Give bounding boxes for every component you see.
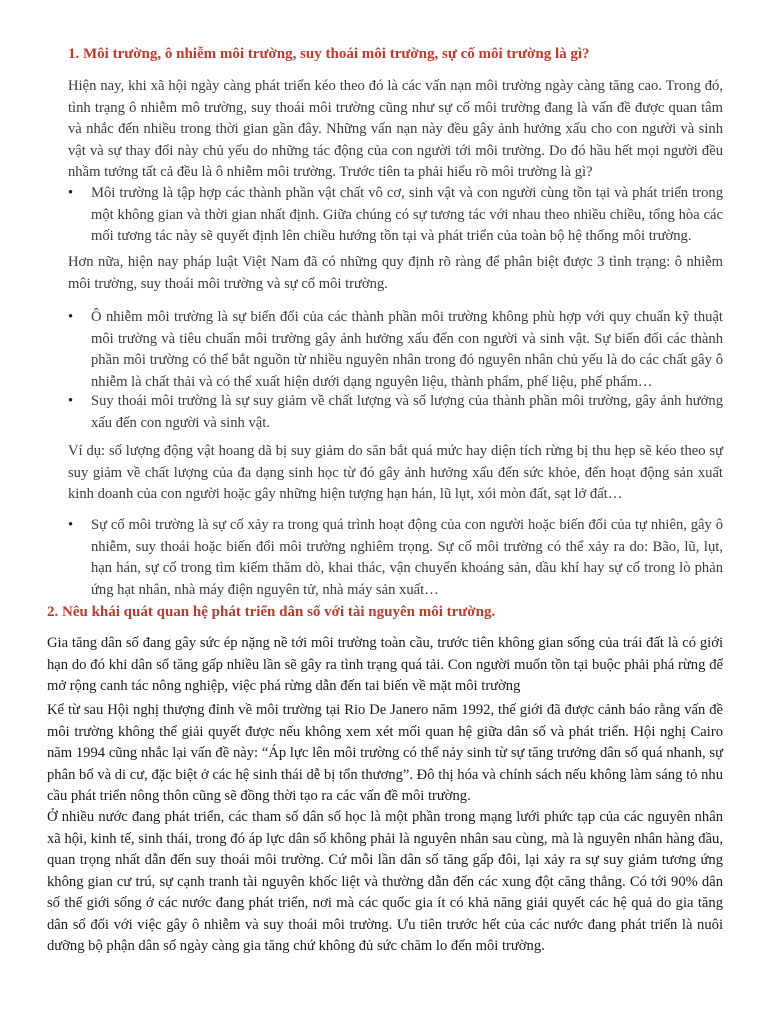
- bullet-text: Sự cố môi trường là sự cố xảy ra trong quá trình hoạt động của con người hoặc biến đổi của tự nhiên, gây ô nhiễm, suy thoái hoặc biến đổi môi trường nghiêm trọng. Sự cố môi trường có thể xảy ra do: Bão, lũ, lụt, hạn hán, sự cố trong tìm kiếm thăm dò, khai thác, vận chuyển khoáng sản, dầu khí hay sự cố trong lò phản ứng hạt nhân, nhà máy điện nguyên tử, nhà máy sản xuất…: [91, 517, 723, 598]
- section-2-paragraph-2: Kể từ sau Hội nghị thượng đỉnh về môi trường tại Rio De Janero năm 1992, thế giới đã được cảnh báo rằng vấn đề môi trường không thể giải quyết được nếu không xem xét mối quan hệ giữa dân số và phát triển. Hội nghị Cairo năm 1994 cũng nhắc lại vấn đề này: “Áp lực lên môi trường có thể nảy sinh từ sự tăng trưởng dân số quá nhanh, sự phân bố và di cư, đặc biệt ở các hệ sinh thái dễ bị tổn thương”. Đô thị hóa và chính sách nếu không làm sáng tỏ nhu cầu phát triển nông thôn cũng sẽ đồng thời tạo ra các vấn đề môi trường.: [47, 702, 723, 804]
- bullet-text: Suy thoái môi trường là sự suy giảm về chất lượng và số lượng của thành phần môi trường, gây ảnh hưởng xấu đến con người và sinh vật.: [91, 393, 723, 431]
- section-1-heading: 1. Môi trường, ô nhiễm môi trường, suy thoái môi trường, sự cố môi trường là gì?: [68, 46, 590, 62]
- example-paragraph: Ví dụ: số lượng động vật hoang dã bị suy giảm do săn bắt quá mức hay diện tích rừng bị thu hẹp sẽ kéo theo sự suy giảm về chất lượng của đa dạng sinh học từ đó gây ảnh hưởng xấu đến sức khỏe, đến hoạt động sản xuất kinh doanh của con người hoặc gây những hiện tượng hạn hán, lũ lụt, xói mòn đất, sạt lở đất…: [68, 443, 723, 502]
- bullet-text: Môi trường là tập hợp các thành phần vật chất vô cơ, sinh vật và con người cùng tồn tại và phát triển trong một không gian và thời gian nhất định. Giữa chúng có sự tương tác với nhau theo nhiều chiều, tổng hòa các mối tương tác này sẽ quyết định lên chiều hướng tồn tại và phát triển của toàn bộ hệ thống môi trường.: [91, 185, 723, 244]
- section-2-paragraph-1: Gia tăng dân số đang gây sức ép nặng nề tới môi trường toàn cầu, trước tiên không gian sống của trái đất là có giới hạn do đó khi dân số tăng gấp nhiều lần sẽ gây ra tình trạng quá tải. Con người muốn tồn tại buộc phải phá rừng để mở rộng canh tác nông nghiệp, việc phá rừng dẫn đến tai biến về mặt môi trường: [47, 635, 723, 694]
- bullet-dot: •: [68, 309, 74, 325]
- law-paragraph: Hơn nữa, hiện nay pháp luật Việt Nam đã có những quy định rõ ràng để phân biệt được 3 tình trạng: ô nhiễm môi trường, suy thoái môi trường và sự cố môi trường.: [68, 254, 723, 292]
- section-2-paragraph-3: Ở nhiều nước đang phát triển, các tham số dân số học là một phần trong mạng lưới phức tạp của các nguyên nhân xã hội, kinh tế, sinh thái, trong đó áp lực dân số không phải là nguyên nhân sau cùng, mà là nguyên nhân hàng đầu, quan trọng nhất dẫn đến suy thoái môi trường. Cứ mỗi lần dân số tăng gấp đôi, lại xảy ra sự suy giảm tương ứng không gian cư trú, sự cạnh tranh tài nguyên khốc liệt và thường dẫn đến các xung đột căng thẳng. Có tới 90% dân số thế giới sống ở các nước đang phát triển, nơi mà các quốc gia ít có khả năng giải quyết các hệ quả do gia tăng dân số đối với việc gây ô nhiễm và suy thoái môi trường. Ưu tiên trước hết của các nước đang phát triển là nuôi dưỡng bộ phận dân số ngày càng gia tăng chứ không đủ sức chăm lo đến môi trường.: [47, 809, 723, 954]
- bullet-text: Ô nhiễm môi trường là sự biến đổi của các thành phần môi trường không phù hợp với quy chuẩn kỹ thuật môi trường và tiêu chuẩn môi trường gây ảnh hưởng xấu đến con người và sinh vật. Sự biến đổi các thành phần môi trường có thể bắt nguồn từ nhiều nguyên nhân trong đó nguyên nhân chủ yếu là do các chất gây ô nhiễm là chất thải và có thể xuất hiện dưới dạng nguyên liệu, thành phẩm, phế liệu, phế phẩm…: [91, 309, 723, 390]
- section-2-heading: 2. Nêu khái quát quan hệ phát triển dân số với tài nguyên môi trường.: [47, 604, 496, 620]
- section-1-intro-paragraph: Hiện nay, khi xã hội ngày càng phát triển kéo theo đó là các vấn nạn môi trường ngày càng tăng cao. Trong đó, tình trạng ô nhiễm mô trường, suy thoái môi trường cũng như sự cố môi trường đang là vấn đề được quan tâm và nhắc đến nhiều trong thời gian gần đây. Những vấn nạn này đều gây ảnh hưởng xấu cho con người và sinh vật và sự thay đổi này chủ yếu do những tác động của con người tới môi trường. Do đó hầu hết mọi người đều nhầm tưởng tất cả đều là ô nhiễm môi trường. Trước tiên ta phải hiểu rõ môi trường là gì?: [68, 78, 723, 180]
- bullet-dot: •: [68, 517, 74, 533]
- bullet-dot: •: [68, 185, 74, 201]
- bullet-dot: •: [68, 393, 74, 409]
